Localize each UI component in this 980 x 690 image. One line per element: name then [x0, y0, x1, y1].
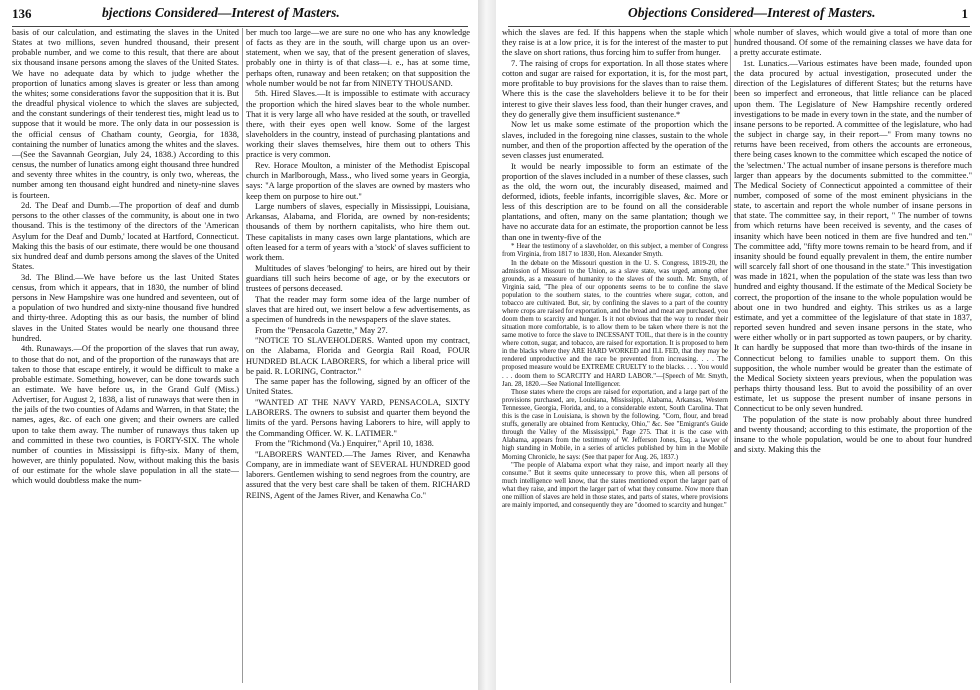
- right-page-column-1: [502, 28, 728, 688]
- left-page: [0, 0, 478, 690]
- left-page-column-1: [12, 28, 239, 688]
- paragraph: Multitudes of slaves 'belonging' to heirs, are hired out by their guardians till such heirs become of age, or by the executors or trustees of persons deceased.: [246, 263, 470, 293]
- paragraph: Now let us make some estimate of the proportion which the slaves, included in the foregoing nine classes, sustain to the whole number, and then of the proportion affected by the operation of the seven classes just enumerated.: [502, 120, 728, 160]
- footnote: In the debate on the Missouri question in the U. S. Congress, 1819-20, the admission of Missouri to the Union, as a slave state, was urged, among other grounds, as a measure of humanity to the slaves of the south. Mr. Smyth, of Virginia said, "The plea of our opponents seems to be to confine the slave population to the southern states, to the countries where sugar, cotton, and tobacco are cultivated. But, sir, by confining the slaves to a part of the country where crops are raised for exportation, and the bread and meat are purchased, you doom them to scarcity and hunger. Is it not obvious that the way to render their situation more comfortable, is to allow them to be taken where there is not the same motive to force the slave to INCESSANT TOIL, that there is in the country where cotton, sugar, and tobacco, are raised for exportation. It is proposed to hem in the blacks where they ARE HARD WORKED and ILL FED, that they may be rendered unproductive and the race be prevented from increasing. . . . The proposed measure would be EXTREME CRUELTY to the blacks. . . . You would . . . doom them to SCARCITY and HARD LABOR."—[Speech of Mr. Smyth, Jan. 28, 1820.—See National Intelligencer.: [502, 259, 728, 388]
- footnote: * Hear the testimony of a slaveholder, on this subject, a member of Congress from Virginia, from 1817 to 1830, Hon. Alexander Smyth.: [502, 243, 728, 259]
- right-page-column-2: [734, 28, 972, 688]
- paragraph: The same paper has the following, signed by an officer of the United States.: [246, 377, 470, 397]
- page-number: 136: [12, 6, 32, 21]
- paragraph: 2d. The Deaf and Dumb.—The proportion of deaf and dumb persons to the other classes of the community, is about one in two thousand. This is the testimony of the directors of the 'American Asylum for the Deaf and Dumb,' located at Hartford, Connecticut. Making this the basis of our estimate, there would be one thousand six hundred deaf and dumb persons among the slaves of the United States.: [12, 201, 239, 272]
- paragraph: 7. The raising of crops for exportation. In all those states where cotton and sugar are raised for exportation, it is, for the most part, more profitable to buy provisions for the slaves than to raise them. Where this is the case the slaveholders believe it to be for their interest to give their slaves less food, than their hunger craves, and they do generally give them insufficient sustenance.*: [502, 58, 728, 119]
- paragraph: 1st. Lunatics.—Various estimates have been made, founded upon the data procured by actual investigation, prosecuted under the direction of the Legislatures of different States; but the returns have been so imperfect and erroneous, that little reliance can be placed upon them. The Legislature of New Hampshire recently ordered investigations to be made in every town in the state, and the number of insane persons to be reported. A committee of the legislature, who had the subject in charge say, in their report—" From many towns no returns have been received, from others the accounts are erroneous, there being cases known to the committee which escaped the notice of the 'selectmen.' The actual number of insane persons is therefore much larger than appears by the documents submitted to the committee." The Medical Society of Connecticut appointed a committee of their number, composed of some of the most eminent physicians in the state, to ascertain and report the whole number of insane persons in that state. The committee say, in their report, " The number of towns from which returns have been received is seventy, and the cases of insanity which have been noticed in them are five hundred and ten." The committee add, "fifty more towns remain to be heard from, and if insanity should be found equally prevalent in them, the entire number will scarcely fall short of one thousand in the state." This investigation was made in 1821, when the population of the state was less than two hundred and eighty thousand. If the estimate of the Medical Society be correct, the proportion of the insane to the whole population would be about one in two hundred and eighty. This strikes us as a large estimate, and yet a committee of the legislature of that state in 1837, reported seven hundred and seven insane persons in the state, who were either wholly or in part supported as town paupers, or by charity. It can hardly be supposed that more than two-thirds of the insane in Connecticut belong to families unable to support them. On this supposition, the whole number would be greater than the estimate of the Medical Society sixteen years previous, when the population was perhaps thirty thousand less. But to avoid the possibility of an over estimate, let us suppose the present number of insane persons in Connecticut to be only seven hundred.: [734, 58, 972, 414]
- book-gutter: [478, 0, 496, 690]
- right-page: [496, 0, 980, 690]
- left-page-header: [12, 4, 468, 27]
- paragraph: whole number of slaves, which would give a total of more than one hundred thousand. Of some of the remaining classes we have data for a pretty accurate estimate.: [734, 28, 972, 58]
- running-title: bjections Considered—Interest of Masters.: [102, 5, 340, 20]
- column-rule: [242, 28, 243, 683]
- advertisement: "NOTICE TO SLAVEHOLDERS. Wanted upon my contract, on the Alabama, Florida and Georgia Rail Road, FOUR HUNDRED BLACK LABORERS, for which a liberal price will be paid. R. LORING, Contractor.": [246, 336, 470, 376]
- right-page-header: [508, 4, 970, 27]
- left-page-column-2: [246, 28, 470, 688]
- footnote: "The people of Alabama export what they raise, and import nearly all they consume." But it seems quite unnecessary to prove this, when all persons of much intelligence well know, that the states mentioned export the larger part of what they raise, and import the larger part of what they consume. Now more than one million of slaves are held in those states, and parts of states, where provisions are mainly imported, and consequently they are "doomed to scarcity and hunger.": [502, 462, 728, 510]
- paragraph: That the reader may form some idea of the large number of slaves that are hired out, we insert below a few advertisements, as a specimen of hundreds in the newspapers of the slave states.: [246, 294, 470, 324]
- paragraph: It would be nearly impossible to form an estimate of the proportion of the slaves included in a number of these classes, such as the old, the worn out, the incurably diseased, maimed and deformed, idiots, feeble infants, incorrigible slaves, &c. More or less of this description are to be found on all the considerable plantations, and often, many on the same plantation; though we have no accurate data for an estimate, the proportion cannot be less than one in twenty-five of the: [502, 161, 728, 242]
- advertisement: "LABORERS WANTED.—The James River, and Kenawha Company, are in immediate want of SEVERAL HUNDRED good laborers. Gentlemen wishing to send negroes from the country, are assured that the very best care shall be taken of them. RICHARD REINS, Agent of the James River, and Kenawha Co.": [246, 449, 470, 500]
- column-rule: [730, 28, 731, 683]
- paragraph: 5th. Hired Slaves.—It is impossible to estimate with accuracy the proportion which the hired slaves bear to the whole number. That it is very large all who have resided at the south, or travelled there, with their eyes open well know. Some of the largest slaveholders in the country, instead of purchasing plantations and working their slaves themselves, hire them out to others This practice is very common.: [246, 89, 470, 160]
- paragraph: Large numbers of slaves, especially in Mississippi, Louisiana, Arkansas, Alabama, and Florida, are owned by non-residents; thousands of them by northern capitalists, who hire them out. These capitalists in many cases own large plantations, which are often leased for a term of years with a 'stock' of slaves sufficient to work them.: [246, 202, 470, 262]
- source-line: From the "Richmond (Va.) Enquirer," April 10, 1838.: [255, 439, 434, 449]
- paragraph: The population of the state is now probably about three hundred and twenty thousand; according to this estimate, the proportion of the insane to the whole population, would be one to about four hundred and sixty. Making this the: [734, 414, 972, 455]
- paragraph: which the slaves are fed. If this happens when the staple which they raise is at a low price, it is for the interest of the master to put the slave on short rations, thus forcing him to suffer from hunger.: [502, 28, 728, 58]
- footnote: Those states where the crops are raised for exportation, and a large part of the provisions purchased, are, Louisiana, Mississippi, Alabama, Arkansas, Western Tennessee, Georgia, Florida, and, to a considerable extent, South Carolina. That this is the case in Louisiana, is shown by the following. "Corn, flour, and bread stuffs, generally are obtained from Kentucky, Ohio," &c. See "Emigrant's Guide through the Valley of the Mississippi," Page 275. That it is the case with Alabama, appears from the testimony of W. Jefferson Jones, Esq. a lawyer of high standing in Mobile, in a series of articles published by him in the Mobile Morning Chronicle, he says: (See that paper for Aug. 26, 1837.): [502, 389, 728, 461]
- running-title: Objections Considered—Interest of Masters.: [628, 5, 876, 20]
- source-line: From the "Pensacola Gazette," May 27.: [255, 325, 388, 335]
- paragraph: 4th. Runaways.—Of the proportion of the slaves that run away, to those that do not, and of the proportion of the runaways that are taken to those that escape entirely, it would be difficult to make a probable estimate. Something, however, can be done towards such an estimate. We have before us, in the Grand Gulf (Miss.) Advertiser, for August 2, 1838, a list of runaways that were then in the jails of the two counties of Adams and Warren, in that State; the names, ages, &c. of each one given; and their owners are called upon to take them away. The number of runaways thus taken up and committed in these two counties, is FORTY-SIX. The whole number of counties in Mississippi is fifty-six. Many of them, however, are thinly populated. Now, without making this the basis of our estimate for the whole slave population in all the state—which would doubtless make the num-: [12, 344, 239, 486]
- advertisement: "WANTED AT THE NAVY YARD, PENSACOLA, SIXTY LABORERS. The owners to subsist and quarter them beyond the limits of the yard. Persons having Laborers to hire, will apply to the Commanding Officer. W. K. LATIMER.": [246, 398, 470, 438]
- paragraph: 3d. The Blind.—We have before us the last United States census, from which it appears, that in 1830, the number of blind persons in New Hampshire was one hundred and seventeen, out of a population of two hundred and sixty-nine thousand five hundred and thirty-three. Adopting this as our basis, the number of blind slaves in the United States would be nearly one thousand three hundred.: [12, 272, 239, 343]
- page-number: 1: [961, 6, 968, 21]
- paragraph: ber much too large—we are sure no one who has any knowledge of facts as they are in the south, will charge upon us an over-statement, when we say, that of the present generation of slaves, probably one in thirty is of that class—i. e., has at some time, perhaps often, runaway and been retaken; on that supposition the whole number would be not far from NINETY THOUSAND.: [246, 28, 470, 88]
- paragraph: Rev. Horace Moulton, a minister of the Methodist Episcopal church in Marlborough, Mass., who lived some years in Georgia, says: "A large proportion of the slaves are owned by masters who keep them on purpose to hire out.": [246, 161, 470, 201]
- paragraph: basis of our calculation, and estimating the slaves in the United States at two millions, seven hundred thousand, their present probable number, and we come to this result, that there are about six thousand insane persons among the slaves of the United States. We have no adequate data by which to judge whether the proportion of lunatics among slaves is greater or less than among the whites; some considerations favor the supposition that it is. But the dreadful physical violence to which the slaves are subjected, and the constant sunderings of their tenderest ties, might lead us to suppose that it would be more. The only data in our possession is the official census of Chatham county, Georgia, for 1838, containing the number of lunatics among the whites and the slaves.—(See the Savannah Georgian, July 24, 1838.) According to this census, the number of lunatics among eight thousand three hundred and seventy three whites in the country, is only two, whereas, the number among ten thousand eight hundred and ninety-nine slaves is fourteen.: [12, 28, 239, 200]
